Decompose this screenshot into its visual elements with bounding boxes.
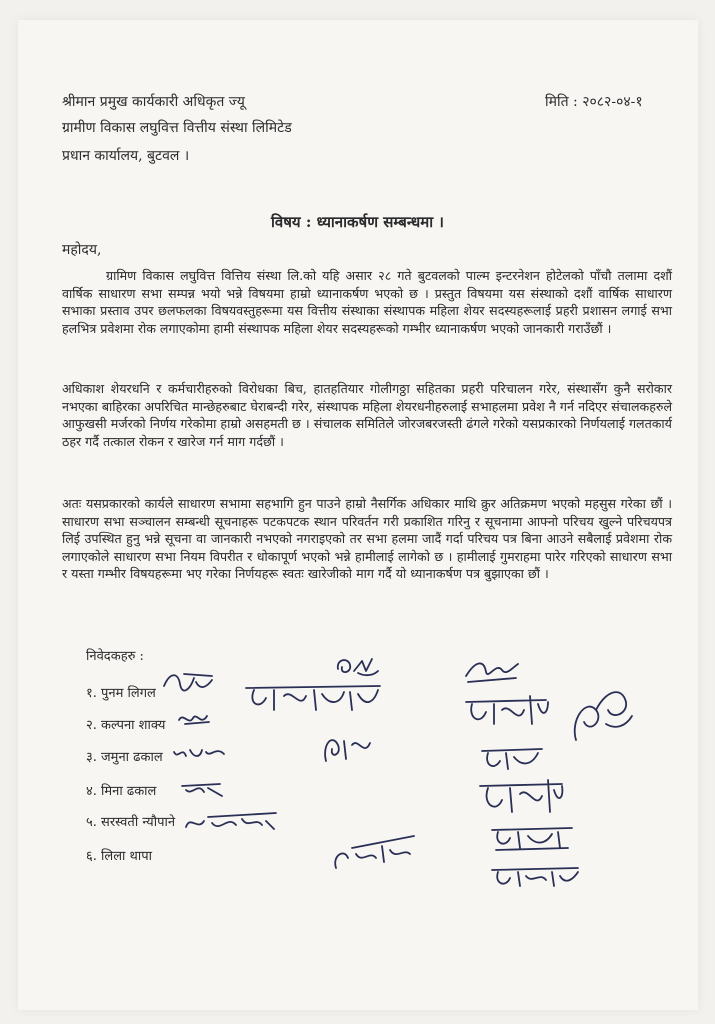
signature-15	[330, 828, 420, 874]
signature-13	[182, 805, 282, 837]
signer-name: ६. लिला थापा	[86, 849, 152, 864]
signer-name: ३. जमुना ढकाल	[86, 750, 163, 765]
signer-name: ५. सरस्वती न्यौपाने	[86, 815, 176, 830]
signature-1	[160, 666, 220, 696]
signature-2	[240, 680, 390, 716]
salutation: महोदय,	[62, 242, 102, 258]
letter-date: मिति : २०८२-०४-१	[545, 94, 643, 110]
recipient-line-1: श्रीमान प्रमुख कार्यकारी अधिकृत ज्यू	[62, 94, 245, 110]
signature-6	[462, 688, 552, 732]
letter-subject: विषय : ध्यानाकर्षण सम्बन्धमा ।	[271, 213, 444, 231]
paragraph-1: ग्रामिण विकास लघुवित्त वित्तिय संस्था लि.को यहि असार २८ गते बुटवलको पाल्म इन्टरनेशन होटेलको पाँचौ तलामा दशौं वार्षिक साधारण सभा सम्पन्न भयो भन्ने विषयमा हाम्रो ध्यानाकर्षण भएको छ । प्रस्तुत विषयमा यस संस्थाको दशौं वार्षिक साधारण सभाका प्रस्ताव उपर छलफलका विषयवस्तुहरूमा यस वित्तीय संस्थाका संस्थापक महिला शेयर सदस्यहरूलाई प्रहरी प्रशासन लगाई सभा हलभित्र प्रवेशमा रोक लगाएकोमा हामी संस्थापक महिला शेयर सदस्यहरूको गम्भीर ध्यानाकर्षण भएको जानकारी गराउँछौं ।	[62, 268, 672, 336]
paragraph-3: अतः यसप्रकारको कार्यले साधारण सभामा सहभागि हुन पाउने हाम्रो नैसर्गिक अधिकार माथि क्रुर अतिक्रमण भएको महसुस गरेका छौं । साधारण सभा सञ्चालन सम्बन्धी सूचनाहरू पटकपटक स्थान परिवर्तन गरी प्रकाशित गरिनु र सूचनामा आफ्नो परिचय खुल्ने परिचयपत्र लिई उपस्थित हुनु भन्ने सूचना वा जानकारी नभएको नगराइएको तर सभा हलमा जादैं गर्दा परिचय पत्र बिना आउने सबैलाई प्रवेशमा रोक लगाएकोले साधारण सभा नियम विपरीत र धोकापूर्ण भएको भन्ने हामीलाई लागेको छ । हामीलाई गुमराहमा पारेर गरिएको साधारण सभा र यस्ता गम्भीर विषयहरूमा भए गरेका निर्णयहरू स्वतः खारेजीको माग गर्दै यो ध्यानाकर्षण पत्र बुझाएका छौं ।	[62, 496, 672, 581]
signature-8	[170, 742, 230, 764]
signer-name: २. कल्पना शाक्य	[86, 718, 166, 733]
signature-7	[566, 680, 636, 750]
recipient-line-3: प्रधान कार्यालय, बुटवल ।	[62, 148, 190, 164]
signature-5	[175, 708, 215, 730]
recipient-line-2: ग्रामीण विकास लघुवित्त वित्तीय संस्था लिमिटेड	[62, 120, 292, 136]
paragraph-2: अधिकाश शेयरधनि र कर्मचारीहरुको विरोधका बिच, हातहतियार गोलीगठ्ठा सहितका प्रहरी परिचालन गरेर, संस्थासँग कुनै सरोकार नभएका बाहिरका अपरिचित मान्छेहरुबाट घेराबन्दी गरेर, संस्थापक महिला शेयरधनीहरुलाई सभाहलमा प्रवेश नै गर्न नदिएर संचालकहरुले आफुखसी मर्जरको निर्णय गरेकोमा हाम्रो असहमती छ । संचालक समितिले जोरजबरजस्ती ढंगले गरेको यसप्रकारको निर्णयलाई गलतकार्य ठहर गर्दै तत्काल रोकन र खारेज गर्न माग गर्दछौं ।	[62, 381, 672, 449]
signature-11	[178, 778, 228, 800]
signature-10	[478, 743, 548, 773]
signature-12	[476, 774, 566, 818]
signature-4	[462, 656, 522, 686]
signers-title: निवेदकहरु :	[86, 649, 144, 664]
signer-name: १. पुनम लिगल	[86, 686, 156, 701]
signer-name: ४. मिना ढकाल	[86, 784, 157, 799]
signature-9	[318, 725, 378, 769]
signature-14	[488, 822, 578, 852]
signature-3	[332, 653, 382, 681]
signature-16	[488, 858, 584, 890]
